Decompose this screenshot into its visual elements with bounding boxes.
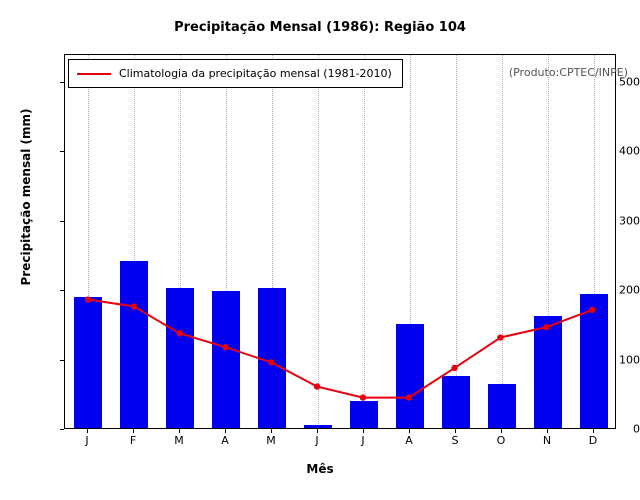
x-tick-mark [317, 429, 318, 433]
x-tick-mark [87, 429, 88, 433]
line-marker [589, 307, 595, 313]
x-tick-label: N [542, 434, 552, 447]
climatology-line-series [65, 55, 615, 428]
source-note: (Produto:CPTEC/INPE) [508, 66, 628, 79]
y-tick-mark [60, 429, 64, 430]
line-marker [497, 334, 503, 340]
x-tick-label: O [496, 434, 506, 447]
x-tick-label: J [361, 434, 365, 447]
x-tick-mark [455, 429, 456, 433]
x-tick-label: D [588, 434, 598, 447]
line-marker [85, 296, 91, 302]
y-tick-label: 400 [619, 144, 640, 158]
line-marker [360, 394, 366, 400]
y-tick-mark [60, 290, 64, 291]
x-tick-label: S [451, 434, 459, 447]
y-tick-label: 300 [619, 214, 640, 228]
x-tick-mark [271, 429, 272, 433]
y-tick-mark [60, 151, 64, 152]
y-tick-label: 0 [633, 422, 640, 436]
line-marker [131, 303, 137, 309]
x-tick-mark [363, 429, 364, 433]
x-tick-mark [593, 429, 594, 433]
x-tick-label: J [315, 434, 319, 447]
legend-item-label: Climatologia da precipitação mensal (1981-2010) [119, 67, 392, 80]
line-marker [314, 383, 320, 389]
x-tick-mark [133, 429, 134, 433]
line-marker [176, 330, 182, 336]
y-tick-mark [60, 82, 64, 83]
line-marker [451, 365, 457, 371]
y-tick-mark [60, 360, 64, 361]
x-tick-mark [179, 429, 180, 433]
x-tick-label: M [174, 434, 184, 447]
x-tick-label: A [221, 434, 229, 447]
y-tick-label: 100 [619, 353, 640, 367]
x-tick-mark [409, 429, 410, 433]
legend [68, 59, 403, 88]
x-axis-title: Mês [306, 462, 334, 476]
y-tick-mark [60, 221, 64, 222]
x-tick-label: F [129, 434, 137, 447]
chart-title: Precipitação Mensal (1986): Região 104 [174, 20, 466, 35]
x-tick-mark [225, 429, 226, 433]
line-marker [268, 359, 274, 365]
plot-area [64, 54, 616, 429]
x-tick-label: M [266, 434, 276, 447]
legend-line-swatch [77, 73, 111, 75]
y-tick-label: 200 [619, 283, 640, 297]
y-axis-title: Precipitação mensal (mm) [19, 108, 33, 286]
x-tick-mark [547, 429, 548, 433]
line-marker [406, 394, 412, 400]
x-tick-label: A [405, 434, 413, 447]
x-tick-label: J [85, 434, 89, 447]
line-marker [543, 324, 549, 330]
line-marker [222, 344, 228, 350]
y-tick-label: 500 [619, 75, 640, 89]
x-tick-mark [501, 429, 502, 433]
